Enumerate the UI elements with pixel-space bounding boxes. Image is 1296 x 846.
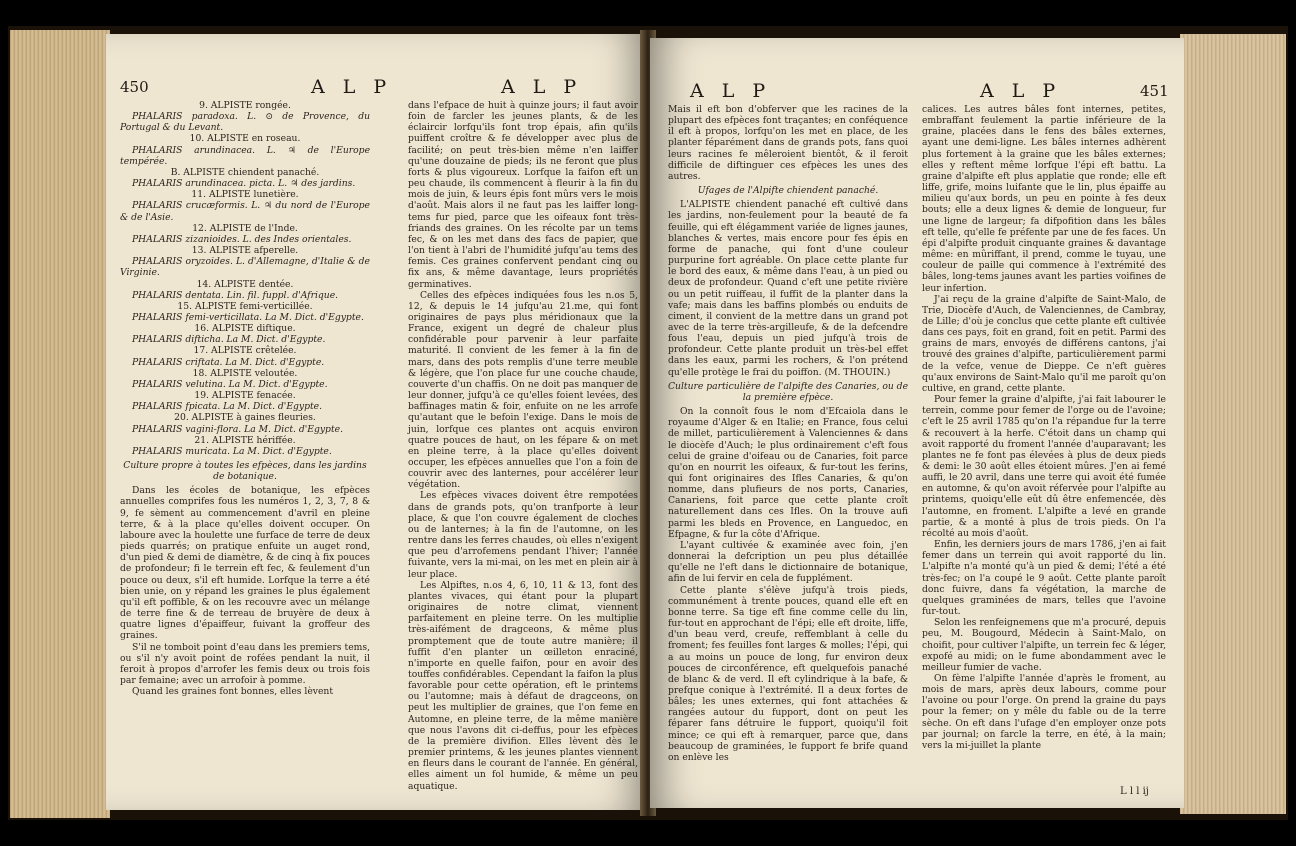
- species-name: PHALARIS criftata. La M. Dict. d'Egypte.: [132, 356, 325, 368]
- paragraph: Celles des efpèces indiquées fous les n.os 5, 12, & depuis le 14 jufqu'au 21.me, qui font originaires de pays plus méridionaux que la France, exigent un degré de chaleur plus confidérable pour parvenir à leur parfaite maturité. Il convient de les femer à la fin de mars, dans des pots remplis d'une terre meuble & légère, que l'on place fur une couche chaude, couverte d'un chaffis. On ne doit pas manquer de leur donner, jufqu'à ce qu'elles foient levées, des baffinages matin & foir, enfuite on ne les arrofe qu'autant que le befoin l'exige. Dans le mois de juin, lorfque ces plantes ont acquis environ quatre pouces de haut, on les fépare & on met en pleine terre, à la place qu'elles doivent occuper, les efpèces annuelles que l'on a foin de couvrir avec des lanternes, pour accélérer leur végétation.: [408, 289, 638, 491]
- running-head: A L P: [501, 76, 583, 98]
- paragraph: Pour femer la graine d'alpifte, j'ai fait labourer le terrein, comme pour femer de l'orge ou de l'avoine; c'eft le 25 avril 1785 qu'on l'a répandue fur la terre & recouvert à la herfe. C'étoit dans un champ qui avoit rapporté du froment l'année d'auparavant; les plantes ne fe font pas élevées à plus de deux pieds & demi: le 30 août elles étoient mûres. J'en ai femé auffi, le 20 avril, dans une terre qui avoit été fumée en automne, & qu'on avoit réfervée pour l'alpifte au printems, quoiqu'elle eût dû être enfemencée, dès l'automne, en froment. L'alpifte a levé en grande partie, & a monté à plus de trois pieds. On l'a récolté au mois d'août.: [922, 394, 1166, 539]
- text-column: [120, 100, 370, 697]
- entry-heading: 16. ALPISTE diftique.: [194, 323, 296, 335]
- species-name: PHALARIS zizanioides. L. des Indes orientales.: [132, 233, 352, 245]
- paragraph: Cette plante s'élève jufqu'à trois pieds, communément à trente pouces, quand elle eft en bonne terre. Sa tige eft fine comme celle du lin, fur-tout en approchant de l'épi; elle eft droite, liffe, d'un beau verd, creufe, reffemblant à celle du froment; fes feuilles font larges & molles; l'épi, qui a au moins un pouce de long, fur environ deux pouces de circonférence, eft quelquefois panaché de blanc & de verd. Il eft cylindrique à la bafe, & prefque conique à l'extrémité. Il a deux fortes de bâles; les unes externes, qui font attachées & rangées autour du fupport, dont on peut les féparer fans détruire le fupport, quoiqu'il foit mince; ce qui eft à remarquer, parce que, dans beaucoup de graminées, le fupport fe brife quand on enlève les: [668, 584, 908, 763]
- paragraph: L'ayant cultivée & examinée avec foin, j'en donnerai la defcription un peu plus détaillée qu'elle ne l'eft dans le dictionnaire de botanique, afin de lui fervir en cela de fupplément.: [668, 539, 908, 585]
- right-page: [650, 38, 1184, 808]
- section-heading: Culture particulière de l'alpifte des Canaries, ou de la première efpèce.: [668, 380, 909, 403]
- species-name: PHALARIS vagini-flora. La M. Dict. d'Egypte.: [132, 423, 343, 435]
- species-name: PHALARIS difticha. La M. Dict. d'Egypte.: [132, 334, 326, 346]
- text-column: [922, 104, 1166, 751]
- species-name: PHALARIS muricata. La M. Dict. d'Egypte.: [132, 445, 332, 457]
- species-name: PHALARIS arundinacea. L. ♃ de l'Europe tempérée.: [120, 144, 370, 167]
- paragraph: Quand les graines font bonnes, elles lèvent: [132, 686, 334, 698]
- running-head: A L P: [311, 76, 393, 98]
- entry-heading: 13. ALPISTE afperelle.: [191, 245, 299, 257]
- text-column: [408, 100, 638, 792]
- species-name: PHALARIS oryzoides. L. d'Allemagne, d'Italie & de Virginie.: [120, 256, 370, 279]
- paragraph: On la connoît fous le nom d'Efcaiola dans le royaume d'Alger & en Italie; en France, fous celui de millet, particulièrement à Valenciennes & dans le diocèfe d'Auch; le plus ordinairement c'eft fous celui de graine d'oifeau ou de Canaries, foit parce qu'on en nourrit les oifeaux, & fur-tout les ferins, qui font originaires des Ifles Canaries, & qu'on nomme, dans plufieurs de nos ports, Canaries, Canariens, foit parce que cette plante croît naturellement dans ces Ifles. On la trouve aufi parmi les bleds en Provence, en Languedoc, en Efpagne, & fur la côte d'Afrique.: [668, 406, 908, 540]
- page-number: 450: [120, 78, 149, 96]
- signature-mark: L l l ij: [1120, 786, 1149, 797]
- paragraph: Dans les écoles de botanique, les efpèces annuelles comprifes fous les numéros 1, 2, 3, 7, 8 & 9, fe sèment au commencement d'avril en pleine terre, & à la place qu'elles doivent occuper. On laboure avec la houlette une furface de terre de deux pieds quarrés; on pratique enfuite un auget rond, d'un pied & demi de diamètre, & de cinq à fix pouces de profondeur; fi le terrein eft fec, & feulement d'un pouce ou deux, s'il eft humide. Lorfque la terre a été bien unie, on y répand les graines le plus également qu'il eft poffible, & on les recouvre avec un mélange de terre fine & de terreau de bruyère de deux à quatre lignes d'épaiffeur, fuivant la groffeur des graines.: [120, 485, 370, 642]
- entry-heading: 19. ALPISTE fenacée.: [194, 390, 296, 402]
- paragraph: S'il ne tomboit point d'eau dans les premiers tems, ou s'il n'y avoit point de rofées pendant la nuit, il feroit à propos d'arrofer les femis deux ou trois fois par femaine; avec un arrofoir à pomme.: [120, 641, 370, 686]
- species-name: PHALARIS velutina. La M. Dict. d'Egypte.: [132, 378, 328, 390]
- entry-heading: 20. ALPISTE à gaines fleuries.: [174, 412, 316, 424]
- section-heading: Ufages de l'Alpifte chiendent panaché.: [697, 185, 879, 197]
- page-number: 451: [1140, 82, 1169, 100]
- paragraph: Enfin, les derniers jours de mars 1786, j'en ai fait femer dans un terrein qui avoit rapporté du lin. L'alpifte n'a monté qu'à un pied & demi; l'été a été très-fec; on l'a coupé le 9 août. Cette plante paroît donc fuivre, dans fa végétation, la marche de quelques graminées de mars, telles que l'avoine fur-tout.: [922, 539, 1166, 618]
- entry-heading: 18. ALPISTE veloutée.: [192, 367, 298, 379]
- paragraph: calices. Les autres bâles font internes, petites, embraffant feulement la partie inférieure de la graine, placées dans le fens des bâles externes, ayant une demi-ligne. Les bâles internes adhèrent plus fortement à la graine que les bâles externes; elles y reftent même lorfque l'épi eft battu. La graine d'alpifte eft plus applatie que ronde; elle eft liffe, grife, moins luifante que le lin, plus épaiffe au milieu qu'aux bords, un peu en pointe à fes deux bouts; elle a deux lignes & demie de longueur, fur une ligne de largeur; fa difpofition dans les bâles eft telle, qu'elle fe préfente par une de fes faces. Un épi d'alpifte produit cinquante graines & davantage même: en mûriffant, il prend, comme le tuyau, une couleur de paille qui commence à l'extrémité des bâles, long-tems jaunes avant les parties voifines de leur infertion.: [922, 104, 1166, 294]
- paragraph: On fème l'alpifte l'année d'après le froment, au mois de mars, après deux labours, comme pour l'avoine ou pour l'orge. On prend la graine du pays pour la femer; on y mêle du fable ou de la terre sèche. On eft dans l'ufage d'en employer onze pots par journal; on farcle la terre, en été, à la main; vers la mi-juillet la plante: [922, 672, 1166, 751]
- entry-heading: 12. ALPISTE de l'Inde.: [192, 222, 298, 234]
- species-name: PHALARIS paradoxa. L. ⊙ de Provence, du Portugal & du Levant.: [120, 111, 370, 134]
- species-name: PHALARIS femi-verticillata. La M. Dict. d'Egypte.: [132, 311, 364, 323]
- entry-heading: 15. ALPISTE femi-verticillée.: [177, 300, 313, 312]
- entry-heading: 21. ALPISTE hériffée.: [194, 434, 296, 446]
- paragraph: Les efpèces vivaces doivent être rempotées dans de grands pots, qu'on tranfporte à leur place, & que l'on couvre également de cloches ou de lanternes; à la fin de l'automne, on les rentre dans les ferres chaudes, où elles n'exigent que peu d'arrofemens pendant l'hiver; l'année fuivante, vers la mi-mai, on les met en plein air à leur place.: [408, 490, 638, 580]
- section-heading: Culture propre à toutes les efpèces, dans les jardins de botanique.: [123, 460, 367, 483]
- entry-heading: 14. ALPISTE dentée.: [196, 278, 294, 290]
- paragraph: Selon les renfeignemens que m'a procuré, depuis peu, M. Bougourd, Médecin à Saint-Malo, on choifit, pour cultiver l'alpifte, un terrein fec & léger, expofé au midi; on le fume abondamment avec le meilleur fumier de vache.: [922, 617, 1166, 673]
- entry-heading: 17. ALPISTE crêtelée.: [193, 345, 297, 357]
- paragraph: Mais il eft bon d'obferver que les racines de la plupart des efpèces font traçantes; en conféquence il eft à propos, lorfqu'on les met en place, de les planter féparément dans de grands pots, fans quoi leurs racines fe mêleroient bientôt, & il feroit difficile de diftinguer ces efpèces les unes des autres.: [668, 104, 908, 182]
- species-name: PHALARIS arundinacea. picta. L. ♃ des jardins.: [132, 178, 356, 190]
- running-head: A L P: [980, 80, 1062, 102]
- running-head: A L P: [690, 80, 772, 102]
- paragraph: L'ALPISTE chiendent panaché eft cultivé dans les jardins, non-feulement pour la beauté de fa feuille, qui eft élégamment variée de lignes jaunes, blanches & vertes, mais encore pour fes épis en forme de panache, qui font d'une couleur purpurine fort agréable. On place cette plante fur le bord des eaux, & même dans l'eau, à un pied ou deux de profondeur. Quand c'eft une petite rivière ou un petit ruiffeau, il fuffit de la planter dans la vafe; mais dans les baffins plombés ou enduits de ciment, il convient de la mettre dans un grand pot avec de la terre très-argilleufe, & de la defcendre fous l'eau, depuis un pied jufqu'à trois de profondeur. Cette plante produit un très-bel effet dans les eaux, parmi les rochers, & l'on prétend qu'elle protège le frai du poiffon. (M. THOUIN.): [668, 199, 908, 378]
- entry-heading: 11. ALPISTE lunetière.: [191, 189, 299, 201]
- entry-heading: B. ALPISTE chiendent panaché.: [170, 166, 320, 178]
- species-name: PHALARIS dentata. Lin. fil. fuppl. d'Afrique.: [132, 289, 339, 301]
- species-name: PHALARIS fpicata. La M. Dict. d'Egypte.: [132, 401, 323, 413]
- paragraph: Les Alpiftes, n.os 4, 6, 10, 11 & 13, font des plantes vivaces, qui étant pour la plupart originaires de notre climat, viennent parfaitement en pleine terre. On les multiplie très-aifément de dragceons, & même plus promptement que de toute autre manière; il fuffit d'en planter un œilleton enraciné, n'importe en quelle faifon, pour en avoir des touffes confidérables. Cependant la faifon la plus favorable pour cette opération, eft le printems ou l'automne; mais à défaut de dragceons, on peut les multiplier de graines, que l'on feme en Automne, en pleine terre, de la même manière que nous l'avons dit ci-deffus, pour les efpèces de la première divifion. Elles lèvent dès le premier printems, & les jeunes plantes viennent en fleurs dans le courant de l'année. En général, elles aiment un fol humide, & même un peu aquatique.: [408, 579, 638, 792]
- entry-heading: 9. ALPISTE rongée.: [199, 100, 291, 111]
- paragraph: dans l'efpace de huit à quinze jours; il faut avoir foin de farcler les jeunes plants, & de les éclaircir lorfqu'ils font trop épais, afin qu'ils puiffent croître & fe développer avec plus de facilité; on peut très-bien même n'en laiffer qu'une douzaine de pieds; ils ne feront que plus forts & plus vigoureux. Lorfque la faifon eft un peu chaude, ils commencent à fleurir à la fin du mois de juin, & leurs épis font mûrs vers le mois d'août. Mais alors il ne faut pas les laiffer long-tems fur pied, parce que les oifeaux font très-friands des graines. On les récolte par un tems fec, & on les met dans des facs de papier, que l'on tient à l'abri de l'humidité jufqu'au tems des femis. Ces graines confervent pendant cinq ou fix ans, & même davantage, leurs propriétés germinatives.: [408, 100, 638, 290]
- paragraph: J'ai reçu de la graine d'alpifte de Saint-Malo, de Trie, Diocèfe d'Auch, de Valenciennes, de Cambray, de Lille; d'où je conclus que cette plante eft cultivée dans ces pays, foit en grand, foit en petit. Parmi des grains de mars, envoyés de différens cantons, j'ai trouvé des graines d'alpifte, particulièrement parmi de la vefce, venue de Dieppe. Ce n'eft guères qu'aux environs de Saint-Malo qu'il me paroît qu'on cultive, en grand, cette plante.: [922, 293, 1166, 394]
- page-edges-left: [10, 30, 110, 818]
- species-name: PHALARIS crucæformis. L. ♃ du nord de l'Europe & de l'Asie.: [120, 200, 370, 223]
- entry-heading: 10. ALPISTE en roseau.: [189, 133, 301, 145]
- text-column: [668, 104, 908, 763]
- left-page: [106, 34, 646, 810]
- page-edges-right: [1180, 34, 1286, 814]
